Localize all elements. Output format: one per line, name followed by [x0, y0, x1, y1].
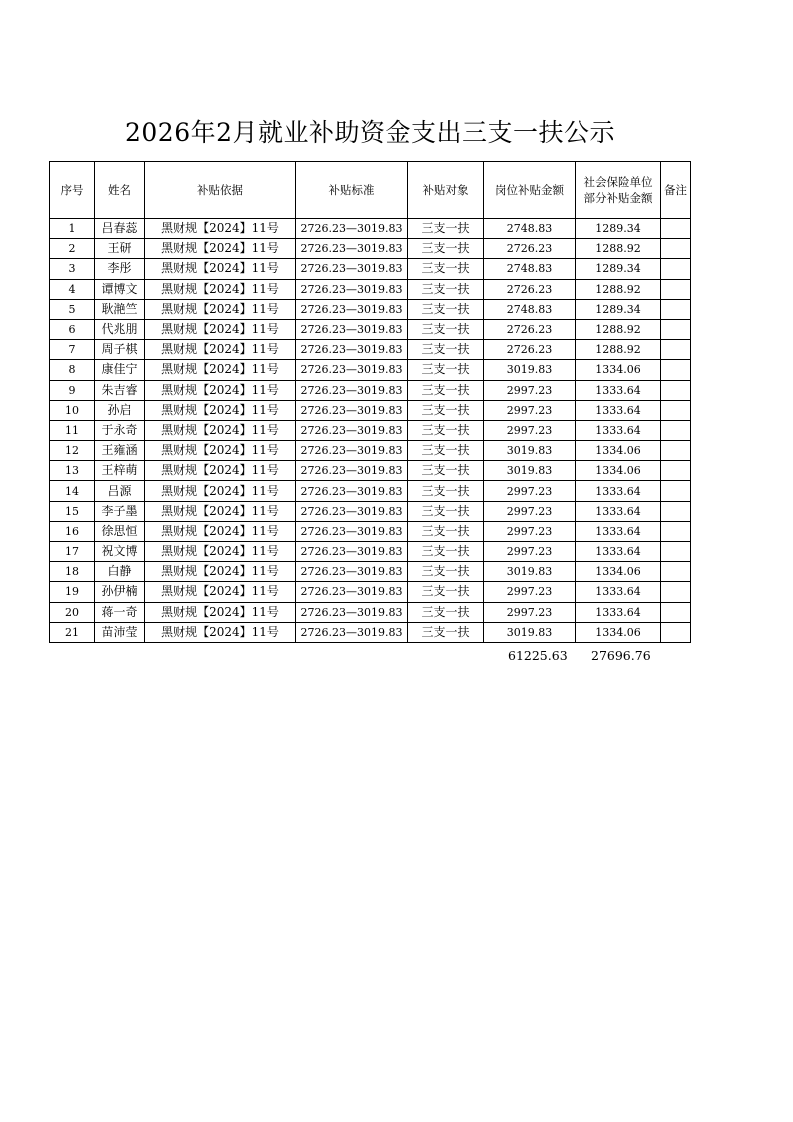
cell-insurance: 1333.64	[576, 582, 661, 602]
cell-remark	[661, 441, 691, 461]
cell-target: 三支一扶	[408, 360, 484, 380]
cell-standard: 2726.23—3019.83	[296, 219, 408, 239]
cell-remark	[661, 360, 691, 380]
cell-basis: 黑财规【2024】11号	[145, 420, 296, 440]
cell-target: 三支一扶	[408, 259, 484, 279]
table-row	[50, 562, 691, 582]
cell-name: 孙伊楠	[95, 582, 145, 602]
table-row	[50, 521, 691, 541]
cell-name: 祝文博	[95, 542, 145, 562]
cell-post-amount: 2726.23	[484, 340, 576, 360]
cell-name: 李子墨	[95, 501, 145, 521]
cell-standard: 2726.23—3019.83	[296, 441, 408, 461]
cell-standard: 2726.23—3019.83	[296, 542, 408, 562]
cell-target: 三支一扶	[408, 602, 484, 622]
cell-seq: 17	[50, 542, 95, 562]
cell-name: 周子棋	[95, 340, 145, 360]
cell-post-amount: 2726.23	[484, 319, 576, 339]
cell-remark	[661, 622, 691, 642]
cell-standard: 2726.23—3019.83	[296, 420, 408, 440]
cell-remark	[661, 420, 691, 440]
cell-standard: 2726.23—3019.83	[296, 360, 408, 380]
cell-basis: 黑财规【2024】11号	[145, 319, 296, 339]
table-row	[50, 340, 691, 360]
table-row	[50, 219, 691, 239]
cell-name: 谭博文	[95, 279, 145, 299]
header-remark: 备注	[661, 162, 691, 219]
table-row	[50, 259, 691, 279]
cell-insurance: 1333.64	[576, 521, 661, 541]
total-insurance-amount: 27696.76	[591, 648, 651, 663]
cell-remark	[661, 400, 691, 420]
cell-insurance: 1289.34	[576, 219, 661, 239]
cell-insurance: 1333.64	[576, 481, 661, 501]
cell-post-amount: 2726.23	[484, 239, 576, 259]
cell-remark	[661, 562, 691, 582]
cell-post-amount: 3019.83	[484, 461, 576, 481]
cell-remark	[661, 299, 691, 319]
cell-target: 三支一扶	[408, 481, 484, 501]
table-row	[50, 441, 691, 461]
cell-post-amount: 2748.83	[484, 299, 576, 319]
table-row	[50, 622, 691, 642]
cell-target: 三支一扶	[408, 299, 484, 319]
cell-seq: 8	[50, 360, 95, 380]
cell-basis: 黑财规【2024】11号	[145, 219, 296, 239]
cell-post-amount: 3019.83	[484, 441, 576, 461]
cell-basis: 黑财规【2024】11号	[145, 239, 296, 259]
cell-basis: 黑财规【2024】11号	[145, 521, 296, 541]
cell-standard: 2726.23—3019.83	[296, 582, 408, 602]
cell-insurance: 1333.64	[576, 400, 661, 420]
cell-post-amount: 3019.83	[484, 562, 576, 582]
header-insurance-line2: 部分补贴金额	[583, 191, 653, 205]
cell-basis: 黑财规【2024】11号	[145, 340, 296, 360]
cell-name: 王雍涵	[95, 441, 145, 461]
cell-post-amount: 2997.23	[484, 400, 576, 420]
cell-seq: 9	[50, 380, 95, 400]
cell-standard: 2726.23—3019.83	[296, 461, 408, 481]
cell-basis: 黑财规【2024】11号	[145, 461, 296, 481]
cell-post-amount: 2997.23	[484, 582, 576, 602]
cell-remark	[661, 279, 691, 299]
table-body	[50, 219, 691, 643]
cell-seq: 14	[50, 481, 95, 501]
cell-insurance: 1288.92	[576, 239, 661, 259]
cell-seq: 11	[50, 420, 95, 440]
cell-target: 三支一扶	[408, 461, 484, 481]
table-row	[50, 380, 691, 400]
table-row	[50, 602, 691, 622]
cell-seq: 12	[50, 441, 95, 461]
table-row	[50, 299, 691, 319]
cell-basis: 黑财规【2024】11号	[145, 602, 296, 622]
cell-basis: 黑财规【2024】11号	[145, 360, 296, 380]
table-row	[50, 360, 691, 380]
cell-seq: 10	[50, 400, 95, 420]
page-title: 2026年2月就业补助资金支出三支一扶公示	[124, 118, 616, 147]
table-row	[50, 501, 691, 521]
cell-post-amount: 2748.83	[484, 259, 576, 279]
cell-standard: 2726.23—3019.83	[296, 400, 408, 420]
cell-post-amount: 2997.23	[484, 602, 576, 622]
cell-insurance: 1289.34	[576, 299, 661, 319]
cell-target: 三支一扶	[408, 562, 484, 582]
cell-basis: 黑财规【2024】11号	[145, 562, 296, 582]
cell-name: 于永奇	[95, 420, 145, 440]
cell-seq: 18	[50, 562, 95, 582]
cell-standard: 2726.23—3019.83	[296, 602, 408, 622]
cell-standard: 2726.23—3019.83	[296, 279, 408, 299]
cell-seq: 6	[50, 319, 95, 339]
header-standard: 补贴标准	[296, 162, 408, 219]
cell-seq: 1	[50, 219, 95, 239]
cell-basis: 黑财规【2024】11号	[145, 279, 296, 299]
table-row	[50, 542, 691, 562]
cell-name: 吕春蕊	[95, 219, 145, 239]
cell-seq: 4	[50, 279, 95, 299]
header-name: 姓名	[95, 162, 145, 219]
cell-insurance: 1334.06	[576, 461, 661, 481]
cell-insurance: 1333.64	[576, 542, 661, 562]
cell-standard: 2726.23—3019.83	[296, 521, 408, 541]
cell-remark	[661, 319, 691, 339]
cell-insurance: 1333.64	[576, 602, 661, 622]
table-row	[50, 319, 691, 339]
cell-insurance: 1334.06	[576, 441, 661, 461]
cell-target: 三支一扶	[408, 582, 484, 602]
cell-standard: 2726.23—3019.83	[296, 259, 408, 279]
cell-post-amount: 2997.23	[484, 481, 576, 501]
cell-seq: 5	[50, 299, 95, 319]
cell-post-amount: 2997.23	[484, 542, 576, 562]
cell-insurance: 1288.92	[576, 340, 661, 360]
cell-post-amount: 2997.23	[484, 420, 576, 440]
cell-post-amount: 2997.23	[484, 501, 576, 521]
cell-target: 三支一扶	[408, 319, 484, 339]
cell-target: 三支一扶	[408, 239, 484, 259]
cell-basis: 黑财规【2024】11号	[145, 400, 296, 420]
cell-target: 三支一扶	[408, 501, 484, 521]
cell-seq: 7	[50, 340, 95, 360]
cell-insurance: 1333.64	[576, 420, 661, 440]
cell-target: 三支一扶	[408, 521, 484, 541]
cell-remark	[661, 582, 691, 602]
cell-basis: 黑财规【2024】11号	[145, 501, 296, 521]
cell-standard: 2726.23—3019.83	[296, 562, 408, 582]
cell-name: 朱吉睿	[95, 380, 145, 400]
cell-remark	[661, 259, 691, 279]
cell-standard: 2726.23—3019.83	[296, 340, 408, 360]
cell-name: 吕源	[95, 481, 145, 501]
cell-standard: 2726.23—3019.83	[296, 380, 408, 400]
header-target: 补贴对象	[408, 162, 484, 219]
cell-remark	[661, 481, 691, 501]
cell-standard: 2726.23—3019.83	[296, 501, 408, 521]
header-post-amount: 岗位补贴金额	[484, 162, 576, 219]
cell-name: 李彤	[95, 259, 145, 279]
cell-standard: 2726.23—3019.83	[296, 239, 408, 259]
table-row	[50, 420, 691, 440]
cell-seq: 13	[50, 461, 95, 481]
cell-target: 三支一扶	[408, 279, 484, 299]
cell-name: 白静	[95, 562, 145, 582]
cell-seq: 16	[50, 521, 95, 541]
cell-basis: 黑财规【2024】11号	[145, 582, 296, 602]
cell-seq: 21	[50, 622, 95, 642]
cell-name: 孙启	[95, 400, 145, 420]
cell-remark	[661, 340, 691, 360]
cell-standard: 2726.23—3019.83	[296, 299, 408, 319]
cell-post-amount: 2748.83	[484, 219, 576, 239]
cell-post-amount: 2726.23	[484, 279, 576, 299]
cell-remark	[661, 219, 691, 239]
cell-basis: 黑财规【2024】11号	[145, 380, 296, 400]
cell-post-amount: 3019.83	[484, 622, 576, 642]
cell-basis: 黑财规【2024】11号	[145, 259, 296, 279]
subsidy-table	[49, 161, 691, 643]
cell-insurance: 1288.92	[576, 319, 661, 339]
cell-remark	[661, 501, 691, 521]
cell-basis: 黑财规【2024】11号	[145, 441, 296, 461]
cell-target: 三支一扶	[408, 340, 484, 360]
cell-seq: 3	[50, 259, 95, 279]
cell-seq: 19	[50, 582, 95, 602]
cell-seq: 2	[50, 239, 95, 259]
cell-remark	[661, 602, 691, 622]
cell-target: 三支一扶	[408, 380, 484, 400]
cell-name: 代兆朋	[95, 319, 145, 339]
table-row	[50, 239, 691, 259]
table-row	[50, 481, 691, 501]
cell-name: 耿滟竺	[95, 299, 145, 319]
cell-name: 蒋一奇	[95, 602, 145, 622]
cell-name: 苗沛莹	[95, 622, 145, 642]
cell-basis: 黑财规【2024】11号	[145, 299, 296, 319]
table-row	[50, 582, 691, 602]
total-post-amount: 61225.63	[508, 648, 568, 663]
cell-remark	[661, 239, 691, 259]
cell-basis: 黑财规【2024】11号	[145, 542, 296, 562]
cell-insurance: 1333.64	[576, 380, 661, 400]
cell-post-amount: 3019.83	[484, 360, 576, 380]
cell-target: 三支一扶	[408, 441, 484, 461]
table-row	[50, 279, 691, 299]
cell-name: 王研	[95, 239, 145, 259]
cell-name: 康佳宁	[95, 360, 145, 380]
cell-standard: 2726.23—3019.83	[296, 319, 408, 339]
cell-target: 三支一扶	[408, 420, 484, 440]
table-row	[50, 461, 691, 481]
cell-target: 三支一扶	[408, 622, 484, 642]
header-insurance	[576, 162, 661, 219]
cell-insurance: 1334.06	[576, 622, 661, 642]
cell-insurance: 1288.92	[576, 279, 661, 299]
cell-basis: 黑财规【2024】11号	[145, 481, 296, 501]
table-header-row	[50, 162, 691, 219]
cell-target: 三支一扶	[408, 542, 484, 562]
cell-remark	[661, 380, 691, 400]
cell-name: 王梓萌	[95, 461, 145, 481]
cell-standard: 2726.23—3019.83	[296, 481, 408, 501]
cell-post-amount: 2997.23	[484, 380, 576, 400]
cell-post-amount: 2997.23	[484, 521, 576, 541]
cell-insurance: 1334.06	[576, 562, 661, 582]
cell-insurance: 1334.06	[576, 360, 661, 380]
cell-remark	[661, 521, 691, 541]
cell-remark	[661, 461, 691, 481]
cell-target: 三支一扶	[408, 400, 484, 420]
cell-insurance: 1333.64	[576, 501, 661, 521]
header-insurance-line1: 社会保险单位	[583, 175, 653, 189]
cell-basis: 黑财规【2024】11号	[145, 622, 296, 642]
cell-target: 三支一扶	[408, 219, 484, 239]
cell-seq: 15	[50, 501, 95, 521]
cell-insurance: 1289.34	[576, 259, 661, 279]
cell-standard: 2726.23—3019.83	[296, 622, 408, 642]
header-basis: 补贴依据	[145, 162, 296, 219]
header-seq: 序号	[50, 162, 95, 219]
cell-remark	[661, 542, 691, 562]
cell-seq: 20	[50, 602, 95, 622]
cell-name: 徐思恒	[95, 521, 145, 541]
table-row	[50, 400, 691, 420]
